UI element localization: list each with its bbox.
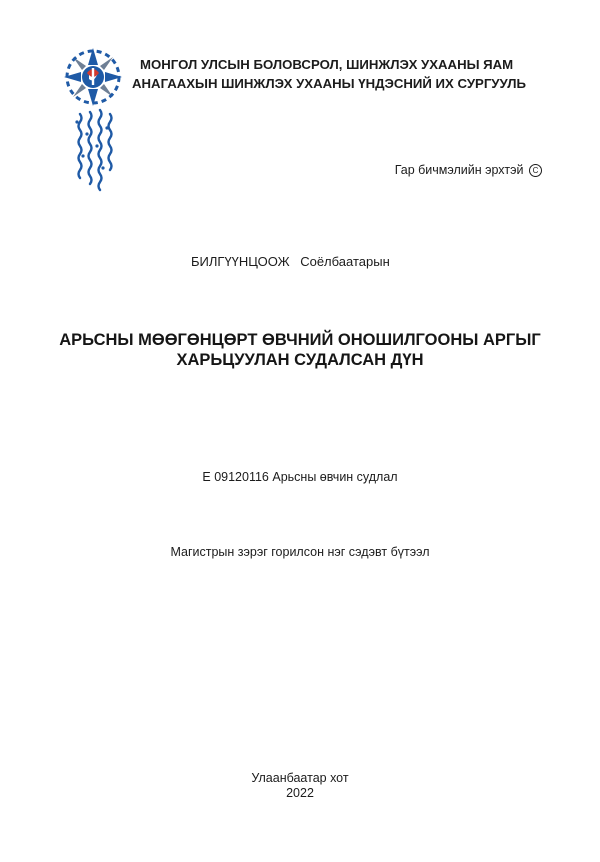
thesis-title-line-2: ХАРЬЦУУЛАН СУДАЛСАН ДҮН (176, 351, 424, 369)
copyright-icon: C (529, 164, 542, 177)
author-first-name: Соёлбаатарын (300, 254, 390, 269)
ministry-name: МОНГОЛ УЛСЫН БОЛОВСРОЛ, ШИНЖЛЭХ УХААНЫ ЯАМ (140, 57, 514, 72)
author-last-name: БИЛГҮҮНЦООЖ (191, 254, 290, 269)
thesis-title-line-1: АРЬСНЫ МӨӨГӨНЦӨРТ ӨВЧНИЙ ОНОШИЛГООНЫ АРГЫГ (59, 331, 541, 349)
degree-statement: Магистрын зэрэг горилсон нэг сэдэвт бүтээл (170, 545, 430, 559)
copyright-label: Гар бичмэлийн эрхтэй (394, 163, 524, 177)
university-name: АНАГААХЫН ШИНЖЛЭХ УХААНЫ ҮНДЭСНИЙ ИХ СУРГУУЛЬ (132, 76, 526, 91)
specialty-code: Е 09120116 Арьсны өвчин судлал (202, 470, 398, 484)
institution-header (132, 55, 572, 93)
publication-year: 2022 (286, 786, 314, 800)
city-name: Улаанбаатар хот (251, 771, 349, 785)
author-name (191, 254, 390, 269)
thesis-title (0, 330, 600, 370)
university-emblem-icon (60, 44, 126, 194)
copyright-notice (395, 163, 542, 177)
